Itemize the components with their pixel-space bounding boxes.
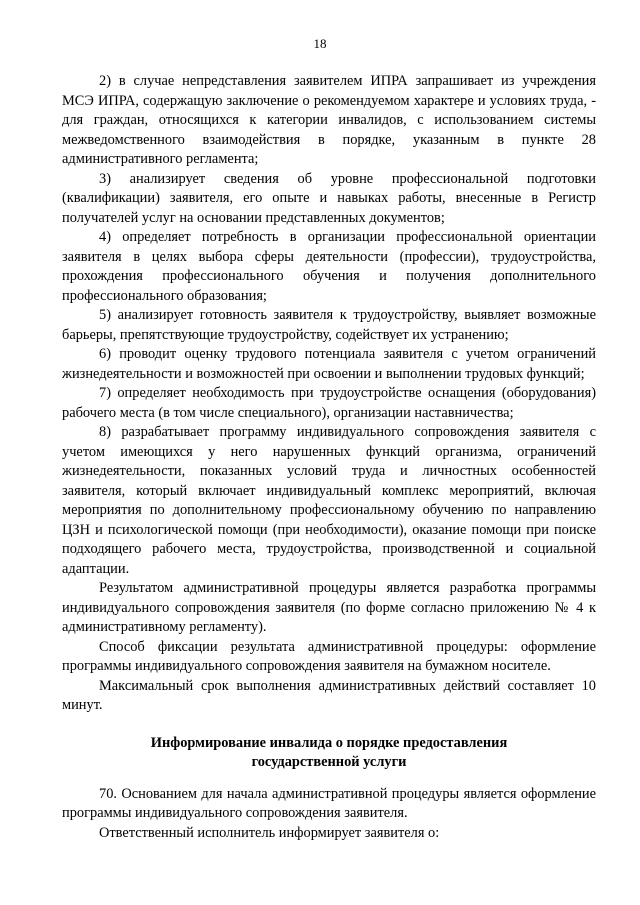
paragraph-fixation: Способ фиксации результата административной процедуры: оформление программы индивидуального сопровождения заявителя на бумажном носителе.: [62, 638, 596, 674]
section-heading-line-2: государственной услуги: [251, 754, 407, 770]
section-heading: [62, 734, 596, 773]
section-heading-line-1: Информирование инвалида о порядке предоставления: [150, 734, 508, 751]
paragraph-item-5: 5) анализирует готовность заявителя к трудоустройству, выявляет возможные барьеры, препятствующие трудоустройству, содействует их устранению;: [62, 307, 596, 343]
paragraph-result: Результатом административной процедуры является разработка программы индивидуального сопровождения заявителя (по форме согласно приложению № 4 к административному регламенту).: [62, 580, 596, 635]
paragraph-item-8: 8) разрабатывает программу индивидуального сопровождения заявителя с учетом имеющихся у него нарушенных функций организма, ограничений жизнедеятельности, показанных условий труда и личностных особенностей заявителя, который включает индивидуальный комплекс мероприятий, включая мероприятия по дополнительному профессиональному обучению по направлению ЦЗН и психологической помощи (при необходимости), оказание помощи при поиске подходящего рабочего места, трудоустройства, производственной и социальной адаптации.: [62, 424, 596, 577]
paragraph-informs: Ответственный исполнитель информирует заявителя о:: [99, 824, 440, 841]
paragraph-max-time: Максимальный срок выполнения административных действий составляет 10 минут.: [62, 677, 596, 713]
paragraph-item-70: 70. Основанием для начала административной процедуры является оформление программы индивидуального сопровождения заявителя.: [62, 785, 596, 821]
paragraph-item-2: 2) в случае непредставления заявителем ИПРА запрашивает из учреждения МСЭ ИПРА, содержащую заключение о рекомендуемом характере и условиях труда, - для граждан, относящихся к категории инвалидов, с использованием системы межведомственного взаимодействия в порядке, указанным в пункте 28 административного регламента;: [62, 73, 596, 167]
paragraph-item-7: 7) определяет необходимость при трудоустройстве оснащения (оборудования) рабочего места (в том числе специального), организации наставничества;: [62, 385, 596, 421]
paragraph-item-3: 3) анализирует сведения об уровне профессиональной подготовки (квалификации) заявителя, его опыте и навыках работы, внесенные в Регистр получателей услуг на основании представленных документов;: [62, 170, 596, 226]
document-body: [62, 72, 596, 843]
page-number: 18: [313, 36, 327, 51]
paragraph-item-4: 4) определяет потребность в организации профессиональной ориентации заявителя в целях выбора сферы деятельности (профессии), трудоустройства, прохождения профессионального обучения и получения дополнительного профессионального образования;: [62, 229, 596, 304]
paragraph-item-6: 6) проводит оценку трудового потенциала заявителя с учетом ограничений жизнедеятельности и возможностей при освоении и выполнении трудовых функций;: [62, 346, 596, 382]
